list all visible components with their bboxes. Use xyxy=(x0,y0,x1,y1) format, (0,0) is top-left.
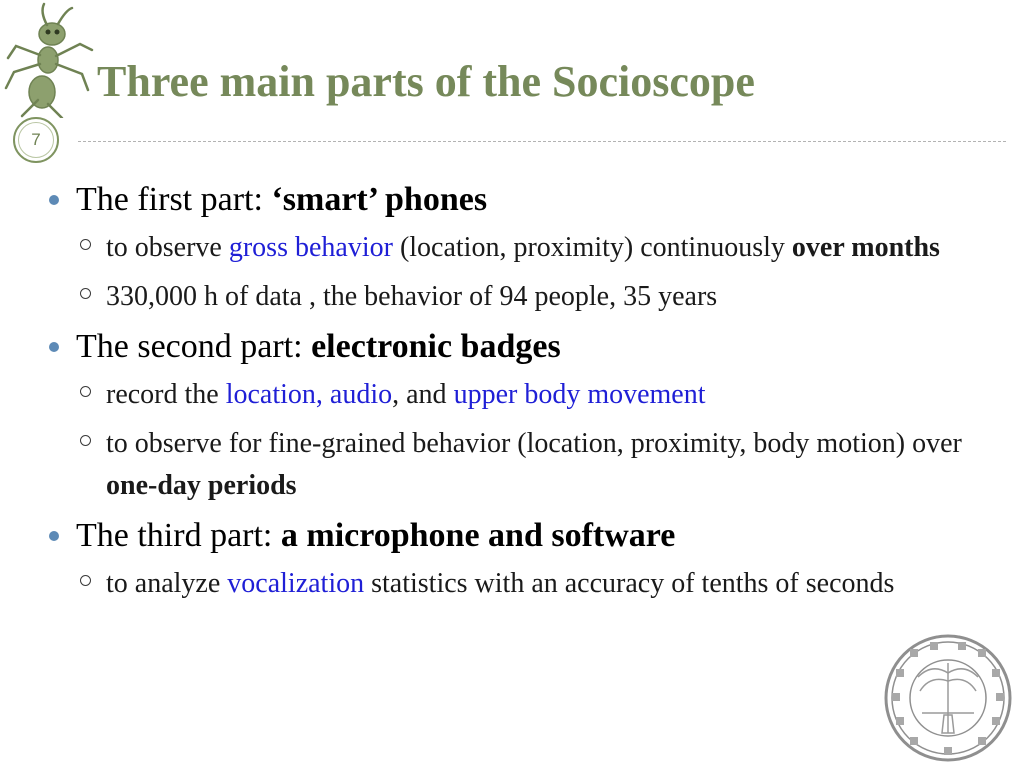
highlight-text: location, audio xyxy=(225,379,393,410)
bullet-first-part xyxy=(46,178,976,222)
bullet-prefix: The second part: xyxy=(76,328,312,365)
hollow-circle-bullet-icon xyxy=(80,239,91,250)
bullet-list xyxy=(46,178,976,612)
highlight-text: upper body movement xyxy=(453,379,706,410)
sub-bullet xyxy=(46,374,976,416)
filled-circle-bullet-icon xyxy=(49,531,59,541)
sub-bullet-text: 330,000 h of data , the behavior of 94 people, 35 years xyxy=(106,281,718,312)
bullet-emphasis: electronic badges xyxy=(311,328,561,365)
sub-bullet xyxy=(46,563,976,605)
sub-bullet-text xyxy=(106,423,976,507)
university-seal-icon xyxy=(880,633,1016,763)
hollow-circle-bullet-icon xyxy=(80,386,91,397)
filled-circle-bullet-icon xyxy=(49,342,59,352)
bold-text: over months xyxy=(791,232,940,263)
sub-bullet xyxy=(46,423,976,507)
ant-mascot-icon xyxy=(0,0,100,118)
bullet-prefix: The third part: xyxy=(76,517,281,554)
slide-title: Three main parts of the Socioscope xyxy=(97,57,755,106)
hollow-circle-bullet-icon xyxy=(80,575,91,586)
highlight-text: gross behavior xyxy=(228,232,393,263)
bullet-third-part xyxy=(46,514,976,558)
highlight-text: vocalization xyxy=(227,568,365,599)
sub-bullet-text xyxy=(106,227,976,269)
sub-text: to observe xyxy=(106,232,229,263)
bullet-emphasis: ‘smart’ phones xyxy=(271,181,488,218)
sub-text: statistics with an accuracy of tenths of seconds xyxy=(364,568,895,599)
sub-text: to analyze xyxy=(106,568,228,599)
title-divider xyxy=(78,141,1006,142)
bold-text: one-day periods xyxy=(106,470,297,501)
sub-bullet xyxy=(46,227,976,269)
slide-number: 7 xyxy=(31,130,41,149)
bullet-second-part xyxy=(46,325,976,369)
slide-number-badge xyxy=(13,117,59,163)
bullet-emphasis: a microphone and software xyxy=(280,517,676,554)
sub-bullet xyxy=(46,276,976,318)
hollow-circle-bullet-icon xyxy=(80,435,91,446)
hollow-circle-bullet-icon xyxy=(80,288,91,299)
filled-circle-bullet-icon xyxy=(49,195,59,205)
sub-text: to observe for fine-grained behavior (location, proximity, body motion) over xyxy=(106,428,962,459)
bullet-prefix: The first part: xyxy=(76,181,272,218)
sub-text: , and xyxy=(392,379,454,410)
sub-text: record the xyxy=(106,379,226,410)
sub-text: (location, proximity) continuously xyxy=(392,232,792,263)
sub-bullet-text xyxy=(106,374,976,416)
sub-bullet-text xyxy=(106,563,906,605)
